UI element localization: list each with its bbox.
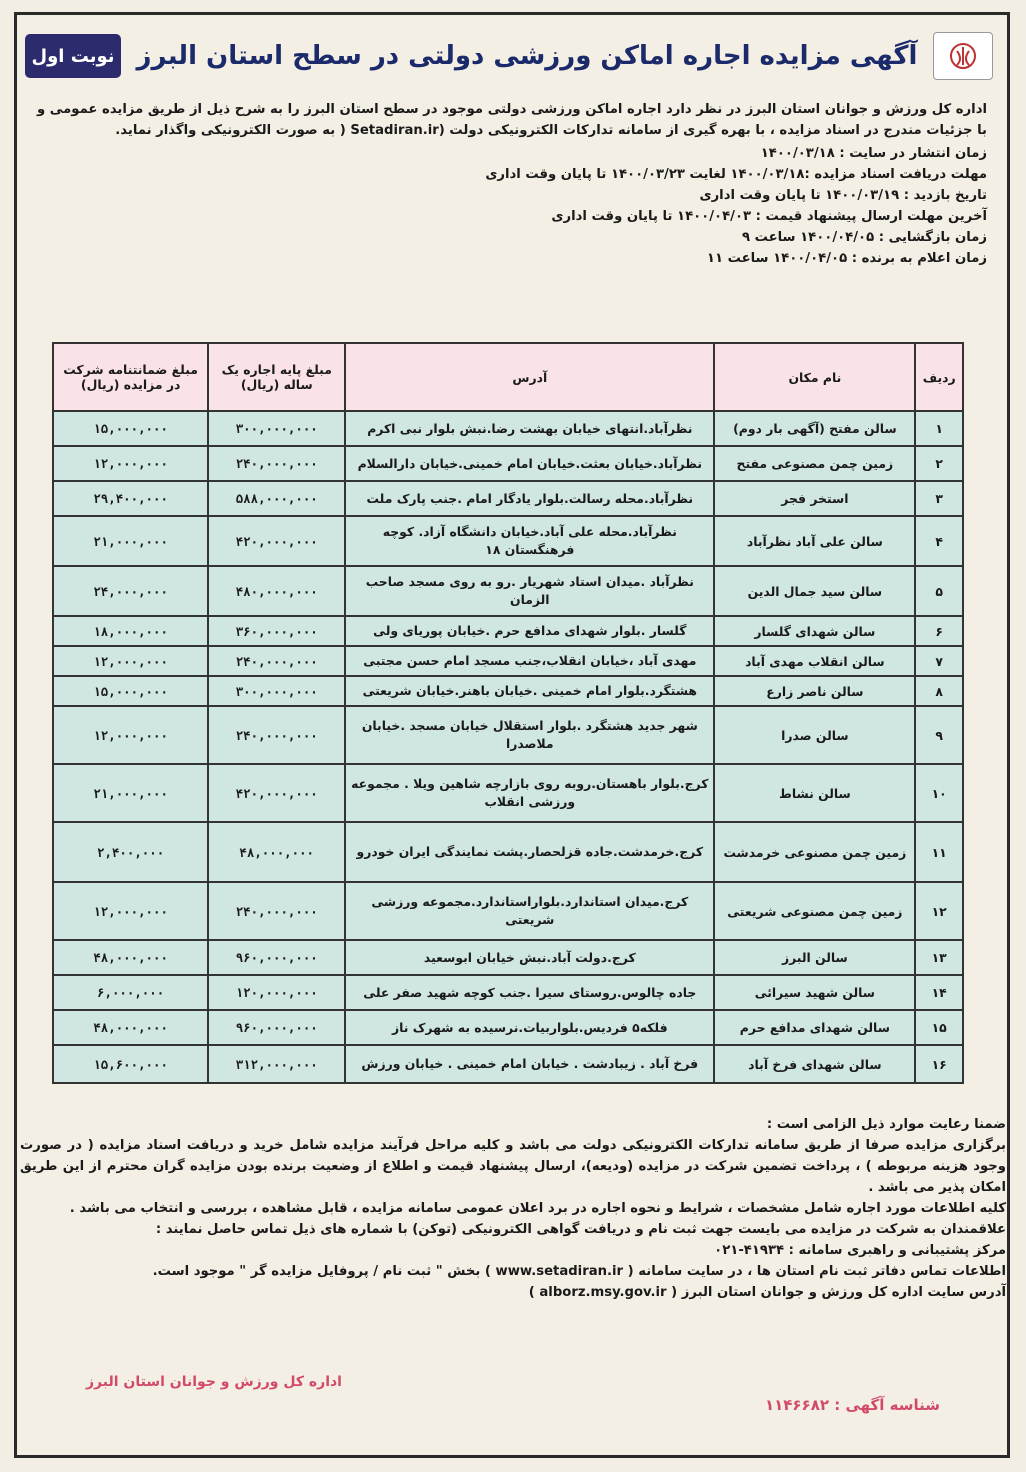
- office-signature: اداره کل ورزش و جوانان استان البرز: [86, 1374, 342, 1390]
- cell-rent: ۲۴۰,۰۰۰,۰۰۰: [208, 646, 345, 676]
- col-deposit: مبلغ ضمانتنامه شرکت در مزایده (ریال): [53, 343, 208, 411]
- cell-name: زمین چمن مصنوعی مفتح: [714, 446, 915, 481]
- cell-name: سالن سید جمال الدین: [714, 566, 915, 616]
- cell-name: سالن ناصر زارع: [714, 676, 915, 706]
- cell-deposit: ۱۲,۰۰۰,۰۰۰: [53, 446, 208, 481]
- table-row: [53, 616, 963, 646]
- cell-rent: ۲۴۰,۰۰۰,۰۰۰: [208, 882, 345, 940]
- cell-name: سالن شهید سیرائی: [714, 975, 915, 1010]
- intro: [37, 99, 987, 269]
- cell-name: سالن صدرا: [714, 706, 915, 764]
- cell-address: نظرآباد.محله رسالت.بلوار یادگار امام .جنب پارک ملت: [345, 481, 714, 516]
- edition-badge: نوبت اول: [25, 34, 121, 78]
- cell-address: کرج.بلوار باهستان.روبه روی بازارچه شاهین ویلا . مجموعه ورزشی انقلاب: [345, 764, 714, 822]
- cell-name: سالن شهدای گلسار: [714, 616, 915, 646]
- cell-address: نظرآباد.خیابان بعثت.خیابان امام خمینی.خیابان دارالسلام: [345, 446, 714, 481]
- cell-deposit: ۱۲,۰۰۰,۰۰۰: [53, 646, 208, 676]
- table-body: [53, 411, 963, 1083]
- cell-rent: ۴۲۰,۰۰۰,۰۰۰: [208, 764, 345, 822]
- cell-name: سالن شهدای مدافع حرم: [714, 1010, 915, 1045]
- cell-name: استخر فجر: [714, 481, 915, 516]
- cell-rent: ۴۲۰,۰۰۰,۰۰۰: [208, 516, 345, 566]
- table-row: [53, 1045, 963, 1083]
- table-row: [53, 516, 963, 566]
- cell-row: ۱۱: [915, 822, 963, 882]
- ad-id: شناسه آگهی : ۱۱۴۶۶۸۲: [764, 1396, 940, 1414]
- cell-rent: ۲۴۰,۰۰۰,۰۰۰: [208, 446, 345, 481]
- table-row: [53, 940, 963, 975]
- note-line: کلیه اطلاعات مورد اجاره شامل مشخصات ، شرایط و نحوه اجاره در برد اعلان عمومی سامانه مزایده ، قابل مشاهده ، بررسی و انتخاب می باشد .: [69, 1201, 1006, 1216]
- cell-rent: ۹۶۰,۰۰۰,۰۰۰: [208, 940, 345, 975]
- intro-paragraph: اداره کل ورزش و جوانان استان البرز در نظر دارد اجاره اماکن ورزشی دولتی موجود در سطح استان البرز را به شرح ذیل از طریق مزایده عمومی و با جزئیات مندرج در اسناد مزایده ، با بهره گیری از سامانه تدارکات الکترونیکی دولت (Setadiran.ir ( به صورت الکترونیکی واگذار نماید.: [37, 102, 987, 138]
- note-line: اطلاعات تماس دفاتر ثبت نام استان ها ، در سایت سامانه ( www.setadiran.ir ) بخش " ثبت نام / پروفایل مزایده گر " موجود است.: [152, 1264, 1006, 1279]
- cell-name: سالن نشاط: [714, 764, 915, 822]
- cell-address: فلکه۵ فردیس.بلواربیات.نرسیده به شهرک ناز: [345, 1010, 714, 1045]
- cell-row: ۱۲: [915, 882, 963, 940]
- cell-address: کرج.خرمدشت.جاده قزلحصار.پشت نمایندگی ایران خودرو: [345, 822, 714, 882]
- cell-address: مهدی آباد ،خیابان انقلاب،جنب مسجد امام حسن مجتبی: [345, 646, 714, 676]
- emblem-logo: [933, 32, 993, 80]
- note-line: مرکز پشتیبانی و راهبری سامانه : ۴۱۹۳۴-۰۲۱: [714, 1243, 1006, 1258]
- cell-row: ۱۰: [915, 764, 963, 822]
- cell-address: شهر جدید هشتگرد .بلوار استقلال خیابان مسجد .خیابان ملاصدرا: [345, 706, 714, 764]
- cell-address: نظرآباد.انتهای خیابان بهشت رضا.نبش بلوار نبی اکرم: [345, 411, 714, 446]
- col-name: نام مکان: [714, 343, 915, 411]
- cell-name: سالن البرز: [714, 940, 915, 975]
- cell-row: ۸: [915, 676, 963, 706]
- cell-name: سالن علی آباد نظرآباد: [714, 516, 915, 566]
- cell-rent: ۹۶۰,۰۰۰,۰۰۰: [208, 1010, 345, 1045]
- cell-deposit: ۲۴,۰۰۰,۰۰۰: [53, 566, 208, 616]
- col-address: آدرس: [345, 343, 714, 411]
- table-row: [53, 882, 963, 940]
- cell-deposit: ۱۲,۰۰۰,۰۰۰: [53, 706, 208, 764]
- cell-deposit: ۱۵,۶۰۰,۰۰۰: [53, 1045, 208, 1083]
- cell-row: ۱۴: [915, 975, 963, 1010]
- cell-address: گلسار .بلوار شهدای مدافع حرم .خیابان پوریای ولی: [345, 616, 714, 646]
- cell-rent: ۳۰۰,۰۰۰,۰۰۰: [208, 676, 345, 706]
- cell-row: ۱۶: [915, 1045, 963, 1083]
- table-row: [53, 764, 963, 822]
- cell-rent: ۴۸,۰۰۰,۰۰۰: [208, 822, 345, 882]
- table-row: [53, 706, 963, 764]
- date-line: زمان انتشار در سایت : ۱۴۰۰/۰۳/۱۸: [760, 146, 987, 161]
- notes: [20, 1114, 1006, 1303]
- table-row: [53, 676, 963, 706]
- cell-row: ۱۵: [915, 1010, 963, 1045]
- cell-deposit: ۲۹,۴۰۰,۰۰۰: [53, 481, 208, 516]
- venues-table: [52, 342, 964, 1084]
- table-row: [53, 975, 963, 1010]
- cell-deposit: ۴۸,۰۰۰,۰۰۰: [53, 1010, 208, 1045]
- cell-address: کرج.میدان استاندارد.بلواراستاندارد.مجموعه ورزشی شریعتی: [345, 882, 714, 940]
- cell-name: سالن مفتح (آگهی بار دوم): [714, 411, 915, 446]
- table-row: [53, 822, 963, 882]
- cell-row: ۱: [915, 411, 963, 446]
- cell-address: کرج.دولت آباد.نبش خیابان ابوسعید: [345, 940, 714, 975]
- cell-row: ۶: [915, 616, 963, 646]
- cell-row: ۵: [915, 566, 963, 616]
- note-line: آدرس سایت اداره کل ورزش و جوانان استان البرز ( alborz.msy.gov.ir ): [528, 1285, 1006, 1300]
- cell-row: ۳: [915, 481, 963, 516]
- cell-deposit: ۶,۰۰۰,۰۰۰: [53, 975, 208, 1010]
- table-row: [53, 1010, 963, 1045]
- cell-deposit: ۱۵,۰۰۰,۰۰۰: [53, 411, 208, 446]
- cell-rent: ۳۱۲,۰۰۰,۰۰۰: [208, 1045, 345, 1083]
- date-line: تاریخ بازدید : ۱۴۰۰/۰۳/۱۹ تا پایان وقت اداری: [699, 188, 987, 203]
- header: [25, 23, 999, 89]
- cell-address: هشتگرد.بلوار امام خمینی .خیابان باهنر.خیابان شریعتی: [345, 676, 714, 706]
- cell-deposit: ۱۵,۰۰۰,۰۰۰: [53, 676, 208, 706]
- table-row: [53, 446, 963, 481]
- date-line: مهلت دریافت اسناد مزایده :۱۴۰۰/۰۳/۱۸ لغایت ۱۴۰۰/۰۳/۲۳ تا پایان وقت اداری: [485, 167, 987, 182]
- cell-rent: ۱۲۰,۰۰۰,۰۰۰: [208, 975, 345, 1010]
- cell-row: ۷: [915, 646, 963, 676]
- cell-deposit: ۲,۴۰۰,۰۰۰: [53, 822, 208, 882]
- table-header-row: [53, 343, 963, 411]
- cell-address: فرخ آباد . زیبادشت . خیابان امام خمینی . خیابان ورزش: [345, 1045, 714, 1083]
- cell-row: ۴: [915, 516, 963, 566]
- cell-name: زمین چمن مصنوعی خرمدشت: [714, 822, 915, 882]
- cell-name: سالن شهدای فرخ آباد: [714, 1045, 915, 1083]
- cell-deposit: ۱۲,۰۰۰,۰۰۰: [53, 882, 208, 940]
- cell-deposit: ۲۱,۰۰۰,۰۰۰: [53, 516, 208, 566]
- table-row: [53, 646, 963, 676]
- col-rent: مبلغ پایه اجاره یک ساله (ریال): [208, 343, 345, 411]
- note-line: برگزاری مزایده صرفا از طریق سامانه تدارکات الکترونیکی دولت می باشد و کلیه مراحل فرآیند مزایده شامل خرید و دریافت اسناد مزایده ( در صورت وجود هزینه مربوطه ) ، پرداخت تضمین شرکت در مزایده (ودیعه)، ارسال پیشنهاد قیمت و اطلاع از وضعیت برنده بودن مزایده گران محترم از این طریق امکان پذیر می باشد .: [20, 1138, 1006, 1195]
- cell-deposit: ۴۸,۰۰۰,۰۰۰: [53, 940, 208, 975]
- cell-name: سالن انقلاب مهدی آباد: [714, 646, 915, 676]
- cell-row: ۲: [915, 446, 963, 481]
- page-title: آگهی مزایده اجاره اماکن ورزشی دولتی در سطح استان البرز: [136, 41, 918, 71]
- date-line: زمان اعلام به برنده : ۱۴۰۰/۰۴/۰۵ ساعت ۱۱: [706, 251, 987, 266]
- cell-address: نظرآباد.محله علی آباد.خیابان دانشگاه آزاد. کوچه فرهنگستان ۱۸: [345, 516, 714, 566]
- date-line: زمان بازگشایی : ۱۴۰۰/۰۴/۰۵ ساعت ۹: [741, 230, 987, 245]
- cell-deposit: ۱۸,۰۰۰,۰۰۰: [53, 616, 208, 646]
- col-row: ردیف: [915, 343, 963, 411]
- cell-deposit: ۲۱,۰۰۰,۰۰۰: [53, 764, 208, 822]
- cell-row: ۱۳: [915, 940, 963, 975]
- cell-rent: ۴۸۰,۰۰۰,۰۰۰: [208, 566, 345, 616]
- note-line: ضمنا رعایت موارد ذیل الزامی است :: [766, 1117, 1006, 1132]
- table-row: [53, 411, 963, 446]
- cell-rent: ۳۰۰,۰۰۰,۰۰۰: [208, 411, 345, 446]
- cell-rent: ۲۴۰,۰۰۰,۰۰۰: [208, 706, 345, 764]
- date-line: آخرین مهلت ارسال پیشنهاد قیمت : ۱۴۰۰/۰۴/۰۳ تا پایان وقت اداری: [551, 209, 987, 224]
- table-row: [53, 481, 963, 516]
- cell-rent: ۳۶۰,۰۰۰,۰۰۰: [208, 616, 345, 646]
- date-list: [37, 143, 987, 269]
- table-row: [53, 566, 963, 616]
- cell-rent: ۵۸۸,۰۰۰,۰۰۰: [208, 481, 345, 516]
- cell-address: جاده چالوس.روستای سیرا .جنب کوچه شهید صفر علی: [345, 975, 714, 1010]
- cell-name: زمین چمن مصنوعی شریعتی: [714, 882, 915, 940]
- cell-row: ۹: [915, 706, 963, 764]
- cell-address: نظرآباد .میدان استاد شهریار .رو به روی مسجد صاحب الزمان: [345, 566, 714, 616]
- note-line: علاقمندان به شرکت در مزایده می بایست جهت ثبت نام و دریافت گواهی الکترونیکی (توکن) با شماره های ذیل تماس حاصل نمایند :: [155, 1222, 1006, 1237]
